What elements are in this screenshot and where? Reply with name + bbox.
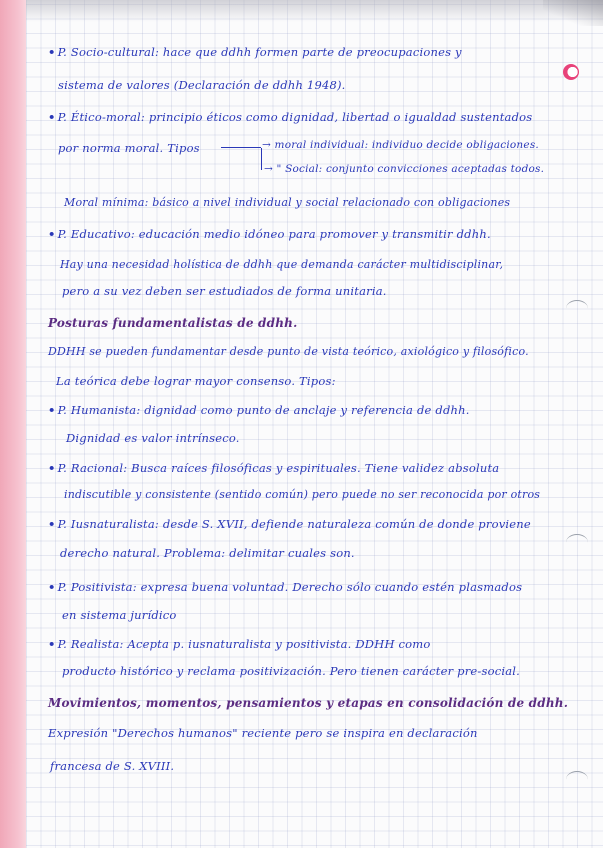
section-heading: Movimientos, momentos, pensamientos y etapas en consolidación de ddhh. [48,696,569,710]
note-line: pero a su vez deben ser estudiados de forma unitaria. [62,284,387,298]
punch-hole-mark-icon [566,300,588,317]
punch-hole-mark-icon [566,534,588,551]
note-line: Expresión "Derechos humanos" reciente pero se inspira en declaración [48,726,478,740]
note-line: La teórica debe lograr mayor consenso. Tipos: [56,374,336,388]
pink-margin-strip [0,0,26,848]
note-line: sistema de valores (Declaración de ddhh 1948). [58,78,346,92]
note-line: • P. Racional: Busca raíces filosóficas y espirituales. Tiene validez absoluta [48,461,500,475]
section-heading: Posturas fundamentalistas de ddhh. [48,316,298,330]
note-line: • P. Iusnaturalista: desde S. XVII, defiende naturaleza común de donde proviene [48,517,531,531]
note-line: en sistema jurídico [62,608,177,622]
punch-hole-mark-icon [566,771,588,788]
note-line: Dignidad es valor intrínseco. [66,431,240,445]
top-shadow [26,0,603,22]
branch-arrow-vertical [261,148,262,170]
top-corner-shadow [543,0,603,26]
note-line: • P. Humanista: dignidad como punto de anclaje y referencia de ddhh. [48,403,470,417]
note-line: → moral individual: individuo decide obligaciones. [262,139,539,151]
note-line: • P. Positivista: expresa buena voluntad. Derecho sólo cuando estén plasmados [48,580,523,594]
note-line: • P. Socio-cultural: hace que ddhh formen parte de preocupaciones y [48,45,462,59]
note-line: • P. Realista: Acepta p. iusnaturalista y positivista. DDHH como [48,637,431,651]
binder-hole-icon [563,64,579,80]
note-line: por norma moral. Tipos [58,141,200,155]
note-line: derecho natural. Problema: delimitar cuales son. [60,546,355,560]
note-line: • P. Ético-moral: principio éticos como dignidad, libertad o igualdad sustentados [48,110,533,124]
note-line: Moral mínima: básico a nivel individual y social relacionado con obligaciones [64,196,511,209]
note-line: • P. Educativo: educación medio idóneo para promover y transmitir ddhh. [48,227,491,241]
note-line: DDHH se pueden fundamentar desde punto de vista teórico, axiológico y filosófico. [48,345,529,358]
branch-arrow-horizontal [221,147,261,148]
note-line: Hay una necesidad holística de ddhh que demanda carácter multidisciplinar, [60,258,504,271]
note-line: producto histórico y reclama positivización. Pero tienen carácter pre-social. [62,664,521,678]
note-line: francesa de S. XVIII. [50,759,175,773]
note-line: → " Social: conjunto convicciones aceptadas todos. [264,163,545,175]
note-line: indiscutible y consistente (sentido común) pero puede no ser reconocida por otros [64,488,541,501]
